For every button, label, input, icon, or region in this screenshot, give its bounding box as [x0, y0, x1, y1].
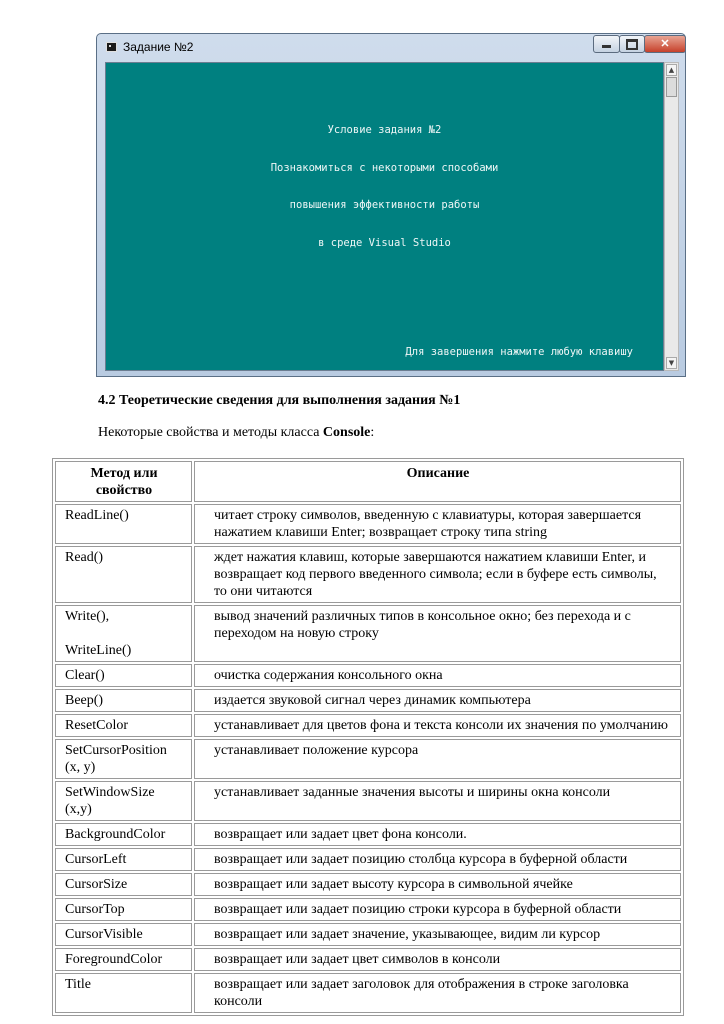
method-name: Clear()	[55, 664, 192, 687]
method-name: BackgroundColor	[55, 823, 192, 846]
intro-paragraph	[98, 425, 374, 441]
scroll-down-arrow-icon[interactable]: ▼	[666, 357, 677, 369]
table-row	[55, 739, 681, 779]
console-lines	[106, 99, 663, 274]
method-name: Beep()	[55, 689, 192, 712]
method-description: возвращает или задает позицию строки курсора в буферной области	[194, 898, 681, 921]
console-footer-prompt: Для завершения нажмите любую клавишу	[405, 346, 633, 358]
method-description: возвращает или задает цвет символов в консоли	[194, 948, 681, 971]
console-methods-table	[52, 458, 684, 1016]
method-description: возвращает или задает цвет фона консоли.	[194, 823, 681, 846]
section-heading: 4.2 Теоретические сведения для выполнения задания №1	[98, 393, 461, 408]
minimize-icon	[602, 45, 611, 48]
method-description: очистка содержания консольного окна	[194, 664, 681, 687]
method-description: издается звуковой сигнал через динамик компьютера	[194, 689, 681, 712]
table-row	[55, 781, 681, 821]
table-header-row	[55, 461, 681, 502]
maximize-button[interactable]	[619, 35, 645, 53]
method-description: устанавливает заданные значения высоты и ширины окна консоли	[194, 781, 681, 821]
intro-prefix: Некоторые свойства и методы класса	[98, 425, 323, 440]
console-window	[96, 33, 686, 377]
method-name: CursorVisible	[55, 923, 192, 946]
intro-class-name: Console	[322, 425, 371, 440]
method-name: Title	[55, 973, 192, 1013]
method-description: возвращает или задает высоту курсора в символьной ячейке	[194, 873, 681, 896]
method-description: возвращает или задает значение, указывающее, видим ли курсор	[194, 923, 681, 946]
window-titlebar[interactable]	[97, 34, 685, 61]
console-line: повышения эффективности работы	[289, 199, 480, 211]
scroll-up-arrow-icon[interactable]: ▲	[666, 64, 677, 76]
table-row	[55, 873, 681, 896]
table-row	[55, 948, 681, 971]
console-line: в среде Visual Studio	[318, 236, 451, 249]
method-name: SetWindowSize (x,y)	[55, 781, 192, 821]
table-row	[55, 605, 681, 662]
table-row	[55, 714, 681, 737]
table-row	[55, 848, 681, 871]
method-description: вывод значений различных типов в консольное окно; без перехода и с переходом на новую строку	[194, 605, 681, 662]
method-name: CursorTop	[55, 898, 192, 921]
method-name: CursorSize	[55, 873, 192, 896]
console-line: Условие задания №2	[327, 124, 442, 136]
table-row	[55, 504, 681, 544]
intro-suffix: :	[370, 425, 375, 440]
method-description: устанавливает для цветов фона и текста консоли их значения по умолчанию	[194, 714, 681, 737]
scrollbar-thumb[interactable]	[666, 77, 677, 97]
method-description: возвращает или задает заголовок для отображения в строке заголовка консоли	[194, 973, 681, 1013]
table-row	[55, 823, 681, 846]
minimize-button[interactable]	[593, 35, 620, 53]
method-description: читает строку символов, введенную с клавиатуры, которая завершается нажатием клавиши Enter; возвращает строку типа string	[194, 504, 681, 544]
table-row	[55, 664, 681, 687]
method-name: CursorLeft	[55, 848, 192, 871]
console-scrollbar[interactable]	[664, 62, 679, 371]
console-line: Познакомиться с некоторыми способами	[270, 161, 499, 174]
console-output-area[interactable]	[105, 62, 664, 371]
method-description: устанавливает положение курсора	[194, 739, 681, 779]
close-button[interactable]	[644, 35, 686, 53]
table-row	[55, 546, 681, 603]
method-description: ждет нажатия клавиш, которые завершаются нажатием клавиши Enter, и возвращает код первого введенного символа; если в буфере есть символы, то они читаются	[194, 546, 681, 603]
method-name: ResetColor	[55, 714, 192, 737]
method-name: Write(),	[65, 609, 110, 624]
maximize-icon	[626, 39, 638, 50]
close-icon: ✕	[660, 38, 670, 50]
table-row	[55, 689, 681, 712]
table-row	[55, 973, 681, 1013]
method-name: ForegroundColor	[55, 948, 192, 971]
method-name: Read()	[55, 546, 192, 603]
header-method: Метод или свойство	[55, 461, 192, 502]
method-description: возвращает или задает позицию столбца курсора в буферной области	[194, 848, 681, 871]
method-name: ReadLine()	[55, 504, 192, 544]
method-name: SetCursorPosition (x, y)	[55, 739, 192, 779]
method-name-secondary: WriteLine()	[65, 643, 132, 658]
header-description: Описание	[194, 461, 681, 502]
window-title: Задание №2	[123, 40, 194, 54]
table-row	[55, 898, 681, 921]
method-name-cell	[55, 605, 192, 662]
console-app-icon	[106, 42, 117, 52]
table-row	[55, 923, 681, 946]
